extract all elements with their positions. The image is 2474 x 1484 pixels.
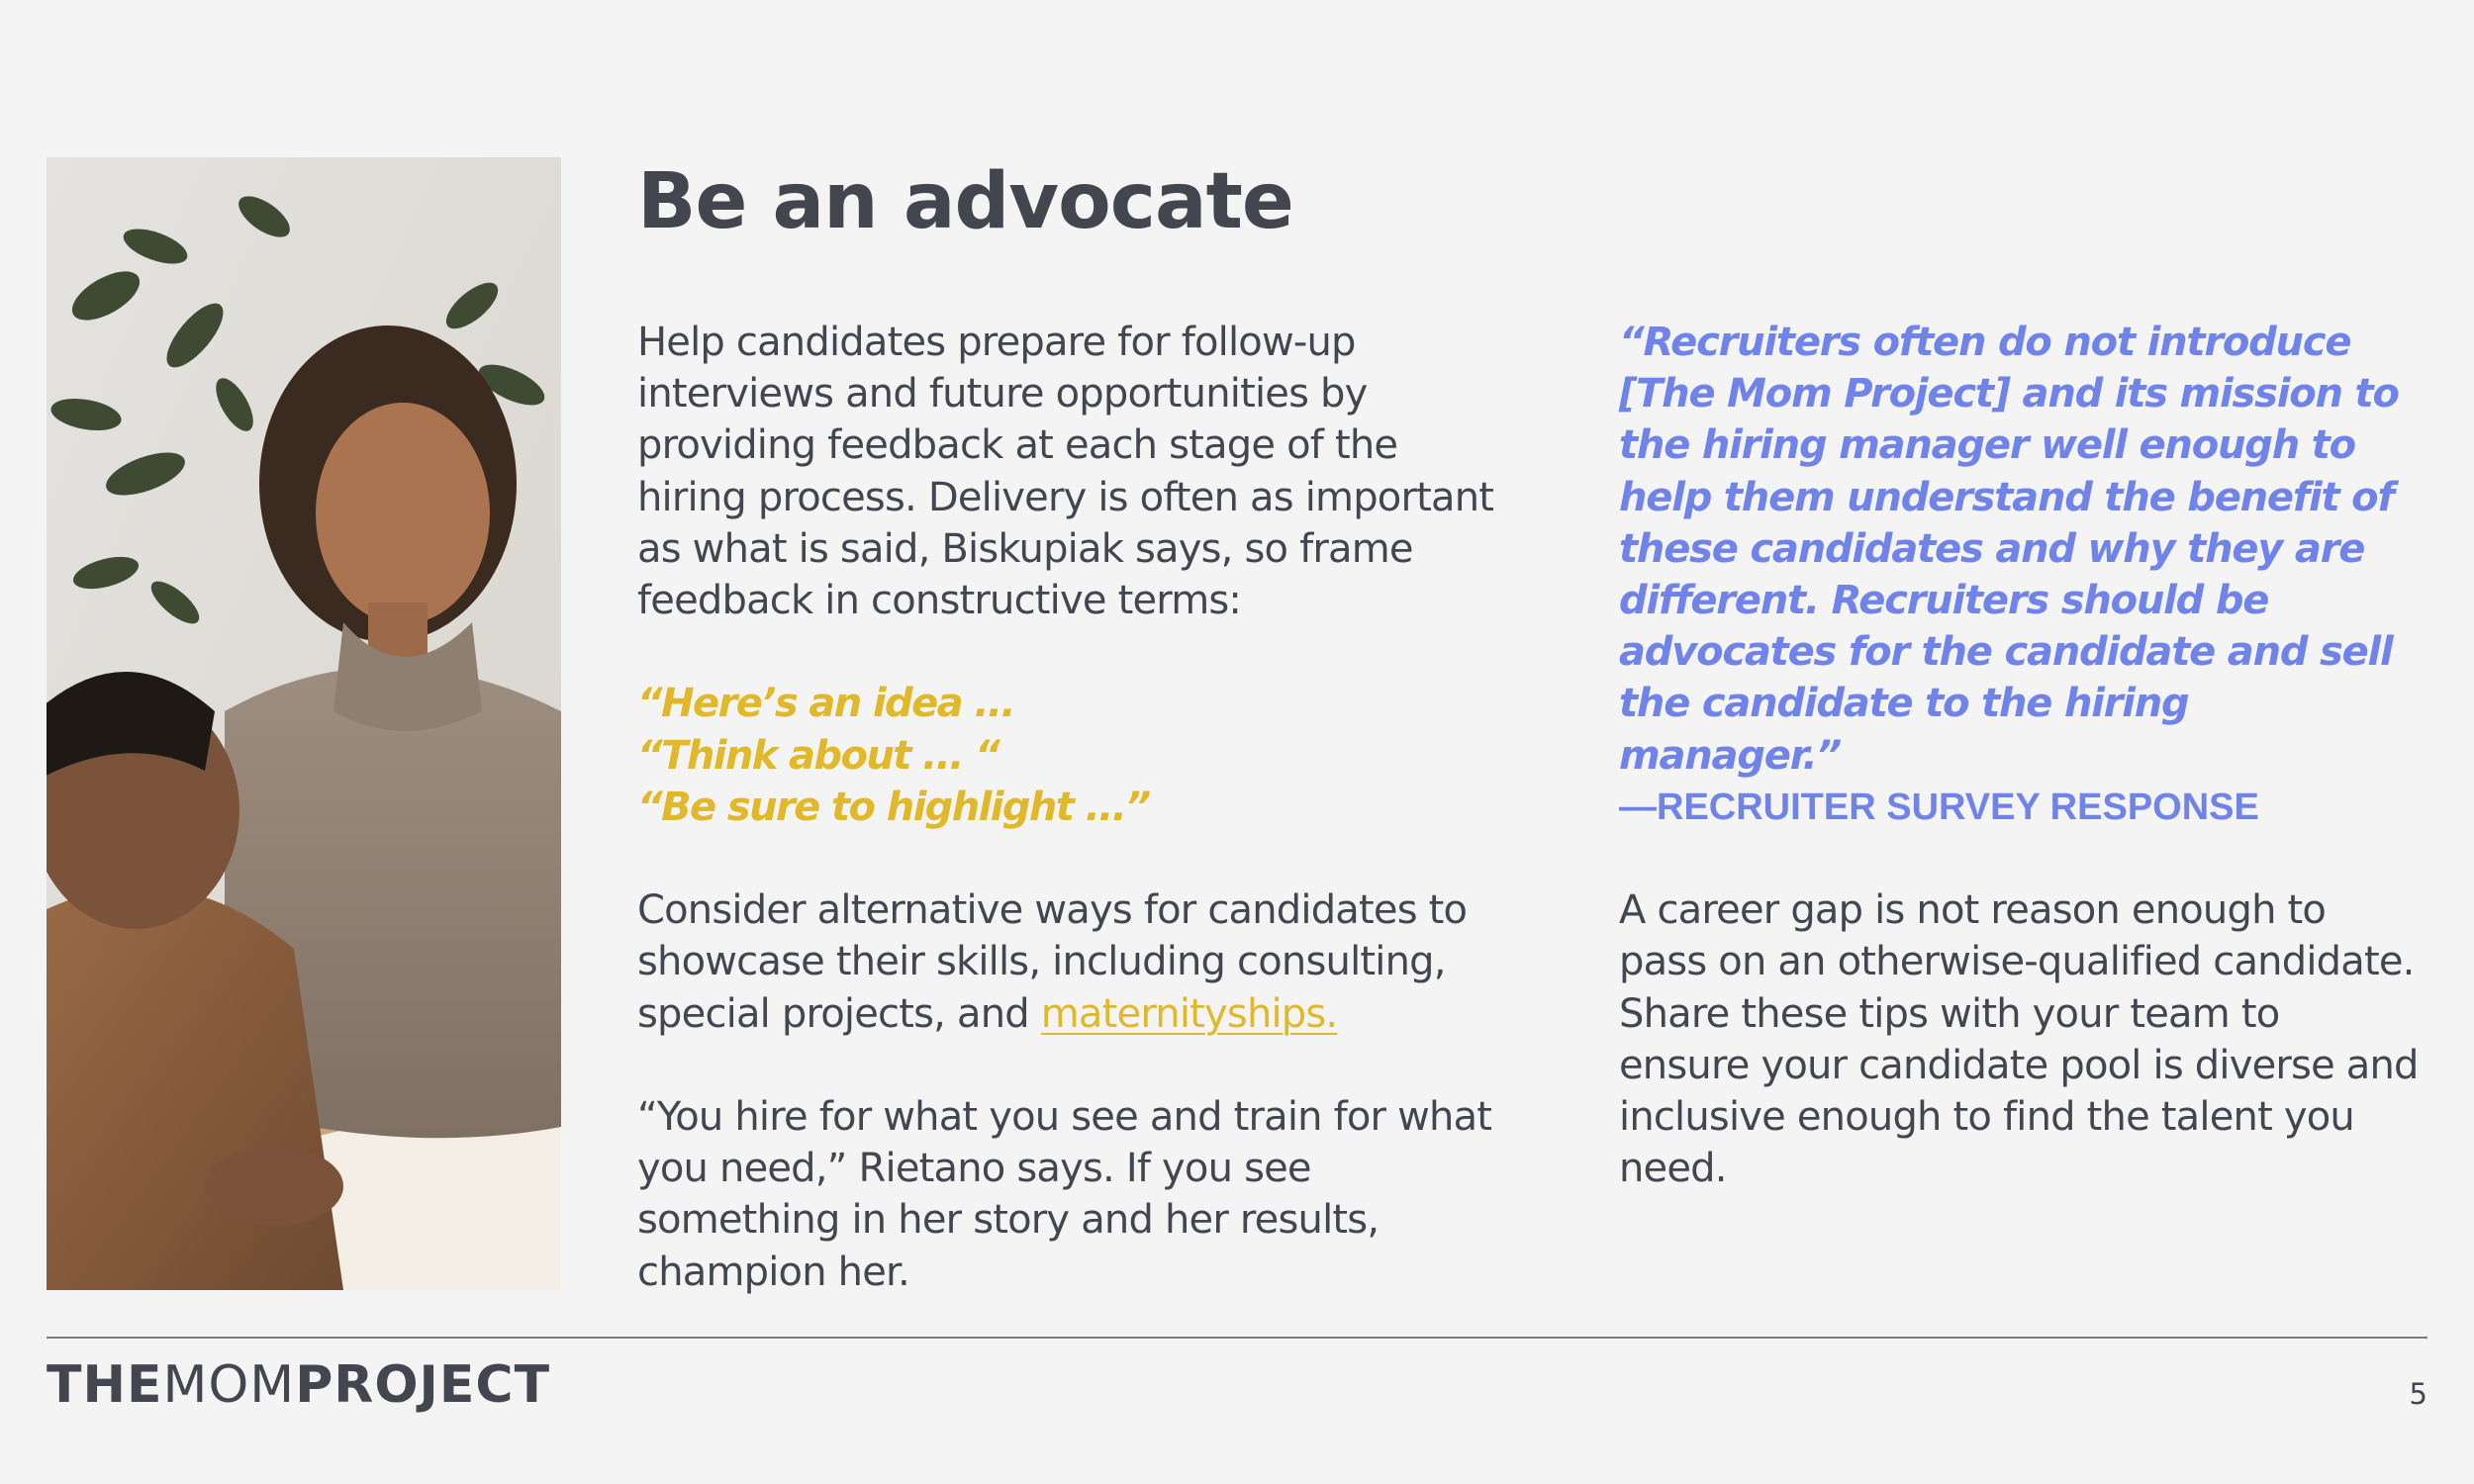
alternatives-paragraph bbox=[637, 884, 1508, 1040]
phrase-highlight: “Be sure to highlight ...” bbox=[637, 784, 1150, 830]
maternityships-link[interactable]: maternityships. bbox=[1040, 990, 1338, 1037]
brand-logo bbox=[47, 1355, 550, 1415]
page-number: 5 bbox=[2409, 1377, 2427, 1411]
phrase-think-about: “Think about ... “ bbox=[637, 732, 999, 779]
logo-the: THE bbox=[47, 1355, 163, 1415]
feedback-paragraph: Help candidates prepare for follow-up interviews and future opportunities by providing feedback at each stage of the hiring process. Delivery is often as important as what is said, Biskupiak says, so frame feedback in constructive terms: bbox=[637, 320, 1494, 624]
logo-mom: MOM bbox=[162, 1355, 296, 1415]
left-column bbox=[637, 317, 1508, 1298]
hero-photo bbox=[47, 157, 561, 1290]
footer-divider bbox=[47, 1337, 2427, 1339]
career-gap-paragraph: A career gap is not reason enough to pass on an otherwise-qualified candidate. Share these tips with your team to ensure your candidate pool is diverse and inclusive enough to find the talent you need. bbox=[1619, 887, 2419, 1192]
page-title: Be an advocate bbox=[637, 157, 1293, 246]
logo-project: PROJECT bbox=[295, 1355, 551, 1415]
feedback-phrases bbox=[637, 678, 1508, 833]
right-column bbox=[1619, 317, 2421, 1194]
alternatives-text: Consider alternative ways for candidates to showcase their skills, including consulting, special projects, and bbox=[637, 887, 1468, 1037]
phrase-idea: “Here’s an idea ... bbox=[637, 681, 1015, 727]
rietano-paragraph: “You hire for what you see and train for what you need,” Rietano says. If you see something in her story and her results, champion her. bbox=[637, 1094, 1492, 1295]
pull-quote: “Recruiters often do not introduce [The Mom Project] and its mission to the hiring manager well enough to help them understand the benefit of these candidates and why they are different. Recruiters should be advocates for the candidate and sell the candidate to the hiring manager.” bbox=[1619, 320, 2399, 779]
quote-attribution: —RECRUITER SURVEY RESPONSE bbox=[1619, 786, 2259, 828]
